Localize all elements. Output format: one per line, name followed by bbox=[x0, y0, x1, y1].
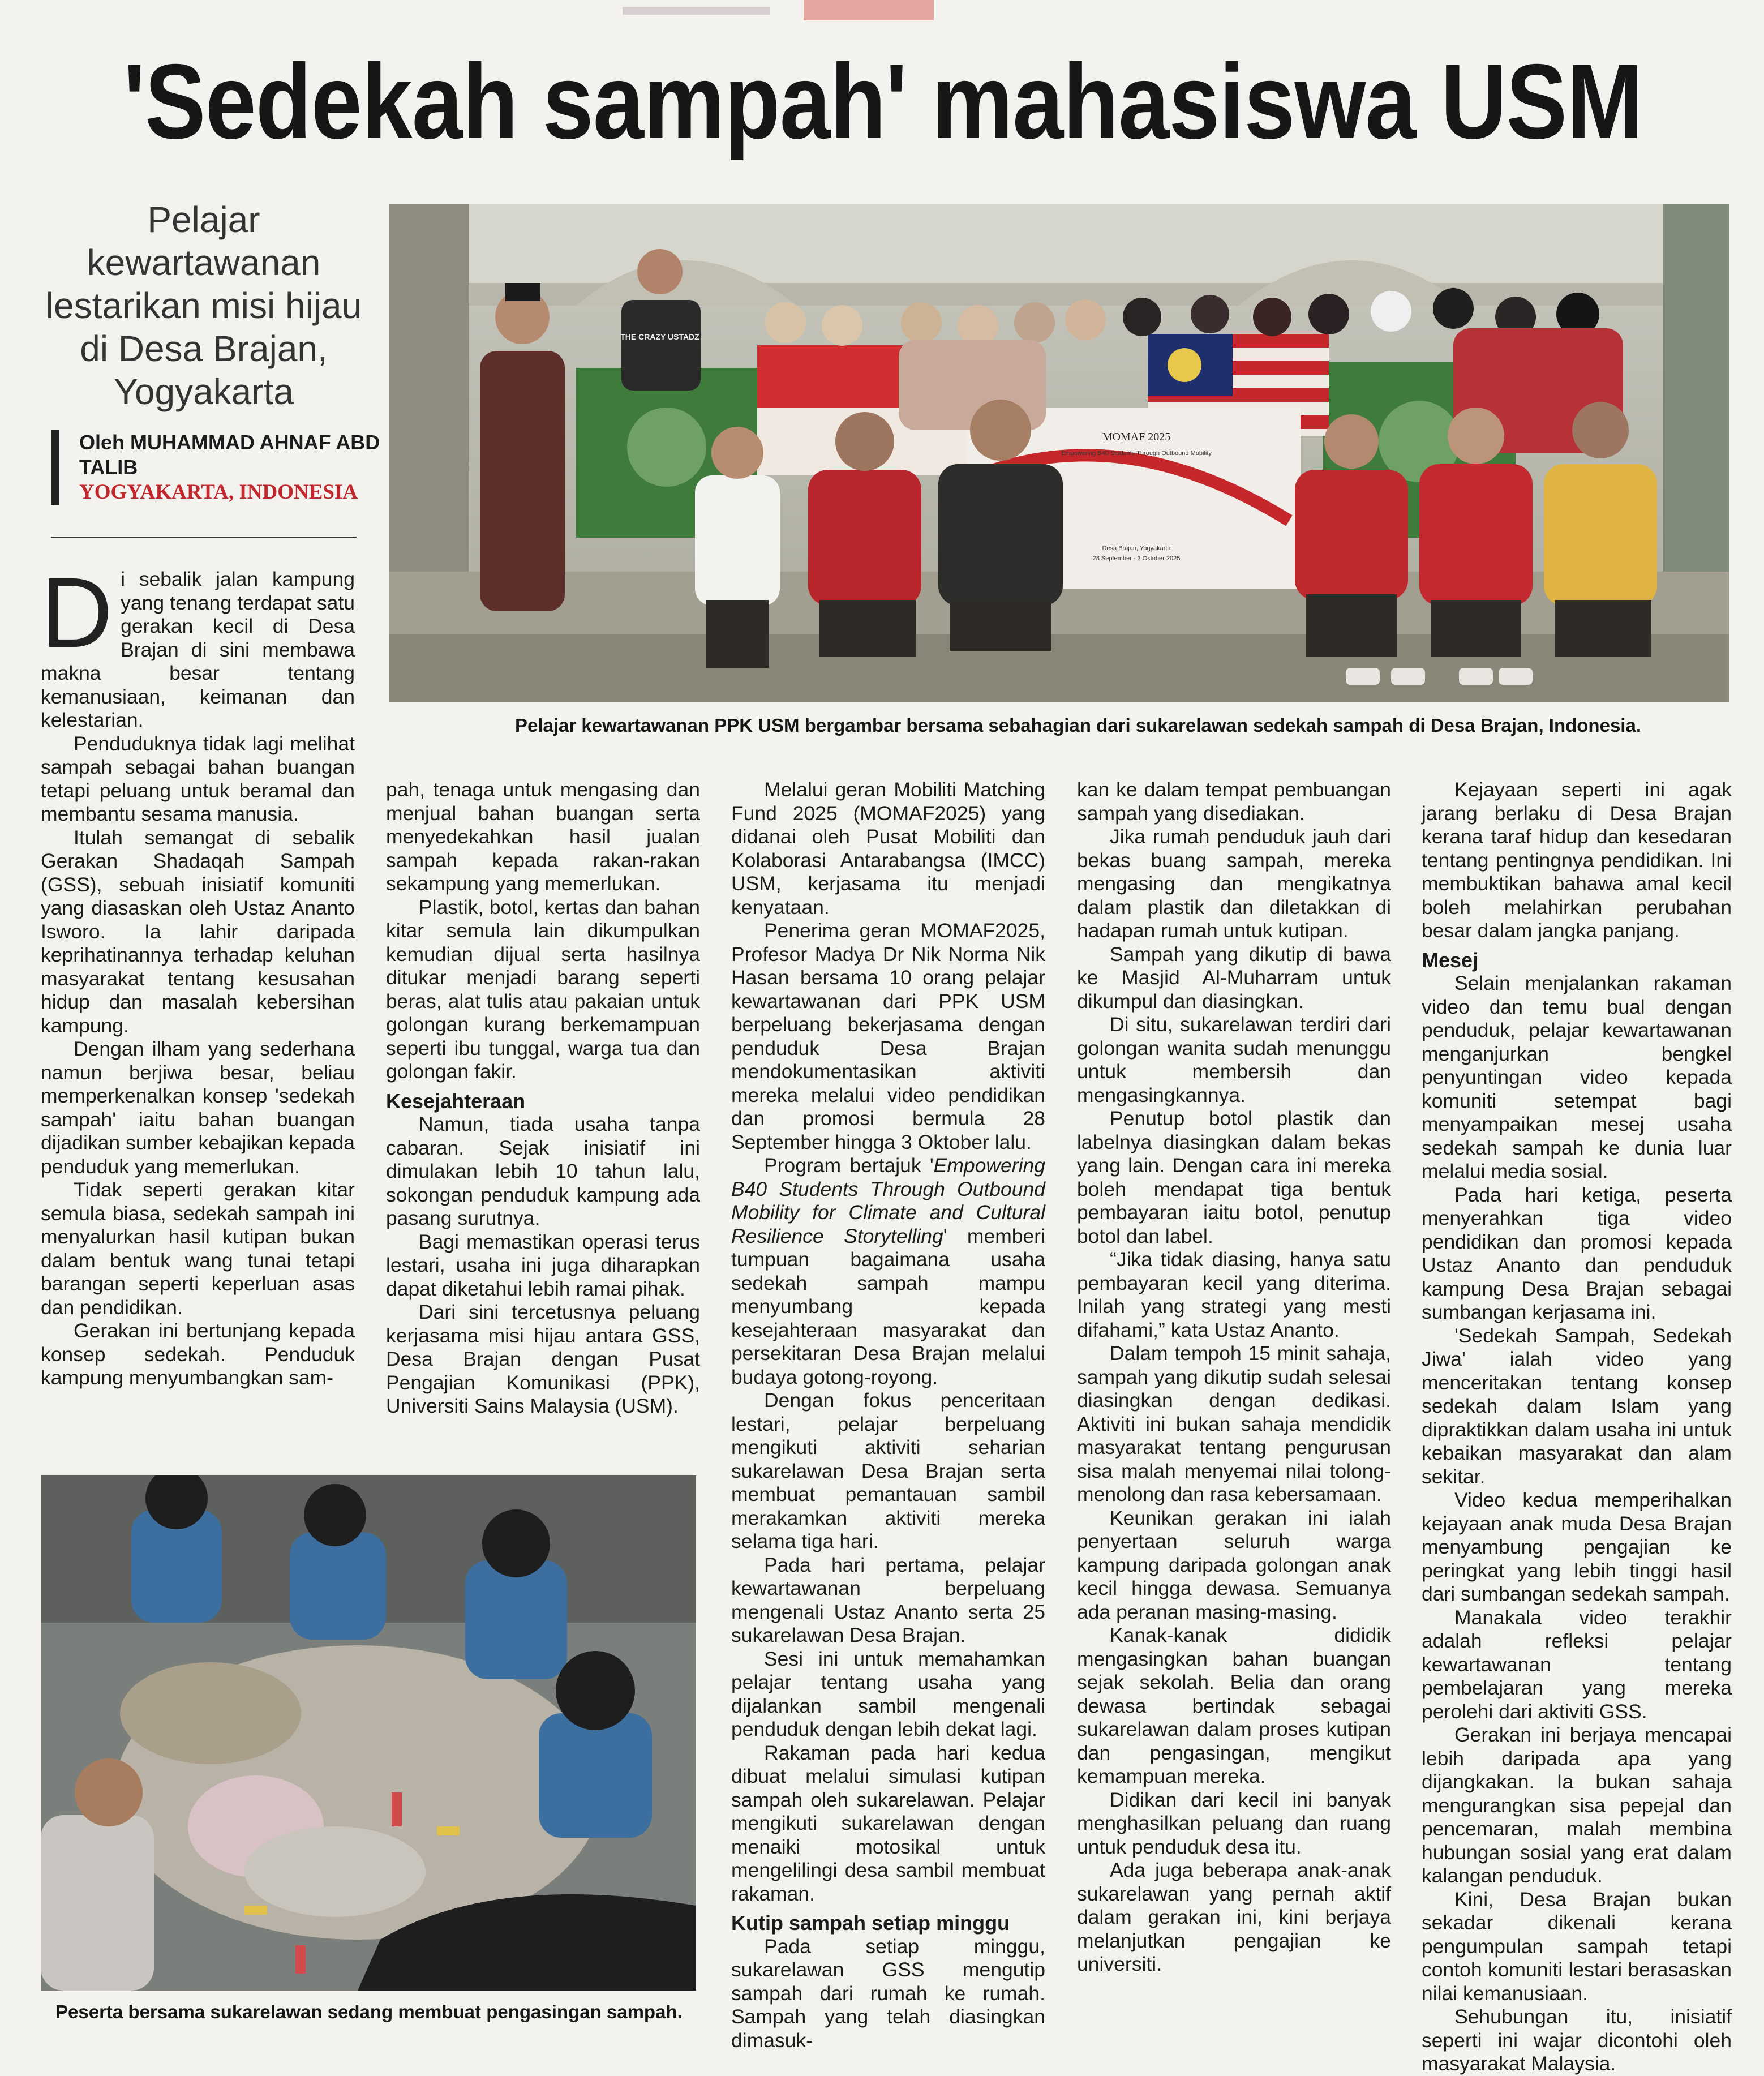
byline-rule bbox=[51, 537, 357, 538]
bottom-photo-caption: Peserta bersama sukarelawan sedang membuat pengasingan sampah. bbox=[55, 2001, 683, 2022]
banner-subtitle: Empowering B40 Students Through Outbound Mobility bbox=[1061, 450, 1212, 457]
banner-title: MOMAF 2025 bbox=[1102, 431, 1171, 443]
shirt-text: THE CRAZY USTADZ bbox=[620, 332, 699, 341]
headline: 'Sedekah sampah' mahasiswa USM bbox=[123, 42, 1643, 161]
article-column-3: Melalui geran Mobiliti Matching Fund 2025 (MOMAF2025) yang didanai oleh Pusat Mobiliti dan Kolaborasi Antarabangsa (IMCC) USM, kerjasama itu menjadi kenyataan. Penerima geran MOMAF2025, Profesor Madya Dr Nik Norma Nik Hasan bersama 10 orang pelajar kewartawanan dari PPK USM berpeluang bekerjasama dengan penduduk Desa Brajan mendokumentasikan aktiviti mereka melalui video pendidikan dan promosi bermula 28 September hingga 3 Oktober lalu. Program bertajuk 'Empowering B40 Students Through Outbound Mobility for Climate and Cultural Resilience Storytelling' memberi tumpuan bagaimana usaha sedekah sampah mampu menyumbang kepada kesejahteraan masyarakat dan persekitaran Desa Brajan melalui budaya gotong-royong. Dengan fokus penceritaan lestari, pelajar berpeluang mengikuti aktiviti seharian sukarelawan Desa Brajan serta membuat pemantauan sambil merakamkan aktiviti mereka selama tiga hari. Pada hari pertama, pelajar kewartawanan berpeluang mengenali Ustaz Ananto serta 25 sukarelawan Desa Brajan. Sesi ini untuk memahamkan pelajar tentang usaha yang dijalankan sambil mengenali penduduk dengan lebih dekat lagi. Rakaman pada hari kedua dibuat melalui simulasi kutipan sampah oleh sukarelawan. Pelajar mengikuti sukarelawan dengan menaiki motosikal untuk mengelilingi desa sambil membuat rakaman. Kutip sampah setiap minggu Pada setiap minggu, sukarelawan GSS mengutip sampah dari rumah ke rumah. Sampah yang telah diasingkan dimasuk- bbox=[731, 778, 1045, 2052]
sorting-photo bbox=[41, 1475, 696, 1991]
article-column-5: Kejayaan seperti ini agak jarang berlaku di Desa Brajan kerana taraf hidup dan kesedaran tentang pentingnya pendidikan. Ini membuktikan bahawa amal kecil boleh melahirkan perubahan besar dalam jangka panjang. Mesej Selain menjalankan rakaman video dan temu bual dengan penduduk, pelajar kewartawanan menganjurkan bengkel penyuntingan video kepada komuniti setempat bagi menyampaikan mesej usaha sedekah sampah ke dunia luar melalui media sosial. Pada hari ketiga, peserta menyerahkan tiga video pendidikan dan promosi kepada Ustaz Ananto dan penduduk kampung Desa Brajan sebagai sumbangan kerjasama ini. 'Sedekah Sampah, Sedekah Jiwa' ialah video yang menceritakan tentang konsep sedekah dalam Islam yang dipraktikkan dalam usaha ini untuk kebaikan masyarakat dan alam sekitar. Video kedua memperihalkan kejayaan anak muda Desa Brajan menyambung pengajian ke peringkat yang lebih tinggi hasil dari sumbangan sedekah sampah. Manakala video terakhir adalah refleksi pelajar kewartawanan tentang pembelajaran yang mereka perolehi dari aktiviti GSS. Gerakan ini berjaya mencapai lebih daripada apa yang dijangkakan. Ia bukan sahaja mengurangkan sisa pepejal dan pencemaran, malah membina hubungan sosial yang erat dalam kalangan penduduk. Kini, Desa Brajan bukan sekadar dikenali kerana pengumpulan sampah tetapi contoh komuniti lestari berasaskan nilai kemanusiaan. Sehubungan itu, inisiatif seperti ini wajar dicontohi oleh masyarakat Malaysia. bbox=[1422, 778, 1732, 2075]
banner-place: Desa Brajan, Yogyakarta bbox=[1102, 545, 1171, 552]
dropcap: D bbox=[41, 557, 113, 668]
article-column-2: pah, tenaga untuk mengasing dan menjual bahan buangan serta menyedekahkan hasil jualan sampah kepada rakan-rakan sekampung yang memerlukan. Plastik, botol, kertas dan bahan kitar semula lain dikumpulkan kemudian dijual serta hasilnya ditukar menjadi barang seperti beras, alat tulis atau pakaian untuk golongan kurang berkemampuan seperti ibu tunggal, warga tua dan golongan fakir. Kesejahteraan Namun, tiada usaha tanpa cabaran. Sejak inisiatif ini dimulakan lebih 10 tahun lalu, sokongan penduduk kampung ada pasang surutnya. Bagi memastikan operasi terus lestari, usaha ini juga diharapkan dapat diketahui lebih ramai pihak. Dari sini tercetusnya peluang kerjasama misi hijau antara GSS, Desa Brajan dengan Pusat Pengajian Komunikasi (PPK), Universiti Sains Malaysia (USM). bbox=[386, 778, 700, 1417]
top-photo-caption: Pelajar kewartawanan PPK USM bergambar bersama sebahagian dari sukarelawan sedekah sampah di Desa Brajan, Indonesia. bbox=[515, 715, 1641, 736]
group-photo bbox=[389, 204, 1729, 702]
section-strip bbox=[623, 0, 962, 28]
program-title-para: Program bertajuk 'Empowering B40 Students Through Outbound Mobility for Climate and Cultural Resilience Storytelling' memberi tumpuan bagaimana usaha sedekah sampah mampu menyumbang kepada kesejahteraan masyarakat dan persekitaran Desa Brajan melalui budaya gotong-royong. bbox=[731, 1154, 1045, 1388]
subheading-kesejahteraan: Kesejahteraan bbox=[386, 1089, 526, 1113]
byline-block bbox=[51, 430, 396, 505]
article-column-1: Di sebalik jalan kampung yang tenang terdapat satu gerakan kecil di Desa Brajan di sini membawa makna besar tentang kemanusiaan, keimanan dan kelestarian. Penduduknya tidak lagi melihat sampah sebagai bahan buangan tetapi peluang untuk beramal dan membantu sesama manusia. Itulah semangat di sebalik Gerakan Shadaqah Sampah (GSS), sebuah inisiatif komuniti yang diasaskan oleh Ustaz Ananto Isworo. Ia lahir daripada keprihatinannya terhadap keluhan masyarakat tentang kesusahan hidup dan masalah kebersihan kampung. Dengan ilham yang sederhana namun berjiwa besar, beliau memperkenalkan konsep 'sedekah sampah' iaitu bahan buangan dijadikan sumber kebajikan kepada penduduk yang memerlukan. Tidak seperti gerakan kitar semula biasa, sedekah sampah ini menyalurkan hasil kutipan bukan dalam bentuk wang tunai tetapi barangan seperti keperluan asas dan pendidikan. Gerakan ini bertunjang kepada konsep sedekah. Penduduk kampung menyumbangkan sam- bbox=[41, 557, 355, 1389]
byline-author: Oleh MUHAMMAD AHNAF ABD TALIB bbox=[79, 431, 380, 479]
subheadline: Pelajar kewartawanan lestarikan misi hijau di Desa Brajan, Yogyakarta bbox=[45, 199, 362, 412]
subheading-kutip-sampah: Kutip sampah setiap minggu bbox=[731, 1911, 1010, 1935]
subheading-mesej: Mesej bbox=[1422, 948, 1479, 972]
banner-dates: 28 September - 3 Oktober 2025 bbox=[1092, 555, 1181, 562]
byline-location: YOGYAKARTA, INDONESIA bbox=[79, 481, 358, 504]
article-column-4: kan ke dalam tempat pembuangan sampah yang disediakan. Jika rumah penduduk jauh dari bekas buang sampah, mereka mengasing dan mengikatnya dalam plastik dan diletakkan di hadapan rumah untuk kutipan. Sampah yang dikutip di bawa ke Masjid Al-Muharram untuk dikumpul dan diasingkan. Di situ, sukarelawan terdiri dari golongan wanita sudah menunggu untuk membersih dan mengasingkannya. Penutup botol plastik dan labelnya diasingkan dalam bekas yang lain. Dengan cara ini mereka boleh mendapat tiga bentuk pembayaran iaitu botol, penutup botol dan label. “Jika tidak diasing, hanya satu pembayaran kecil yang diterima. Inilah yang strategi yang mesti difahami,” kata Ustaz Ananto. Dalam tempoh 15 minit sahaja, sampah yang dikutip sudah selesai diasingkan dengan dedikasi. Aktiviti ini bukan sahaja mendidik masyarakat tentang pengurusan sisa malah menyemai nilai tolong-menolong dan rasa kebersamaan. Keunikan gerakan ini ialah penyertaan seluruh warga kampung daripada golongan anak kecil hingga dewasa. Semuanya ada peranan masing-masing. Kanak-kanak dididik mengasingkan bahan buangan sejak sekolah. Belia dan orang dewasa bertindak sebagai sukarelawan dalam proses kutipan dan pengasingan, mengikut kemampuan mereka. Didikan dari kecil ini banyak menghasilkan peluang dan ruang untuk penduduk desa itu. Ada juga beberapa anak-anak sukarelawan yang pernah aktif dalam gerakan ini, kini berjaya melanjutkan pengajian ke universiti. bbox=[1077, 778, 1391, 1975]
